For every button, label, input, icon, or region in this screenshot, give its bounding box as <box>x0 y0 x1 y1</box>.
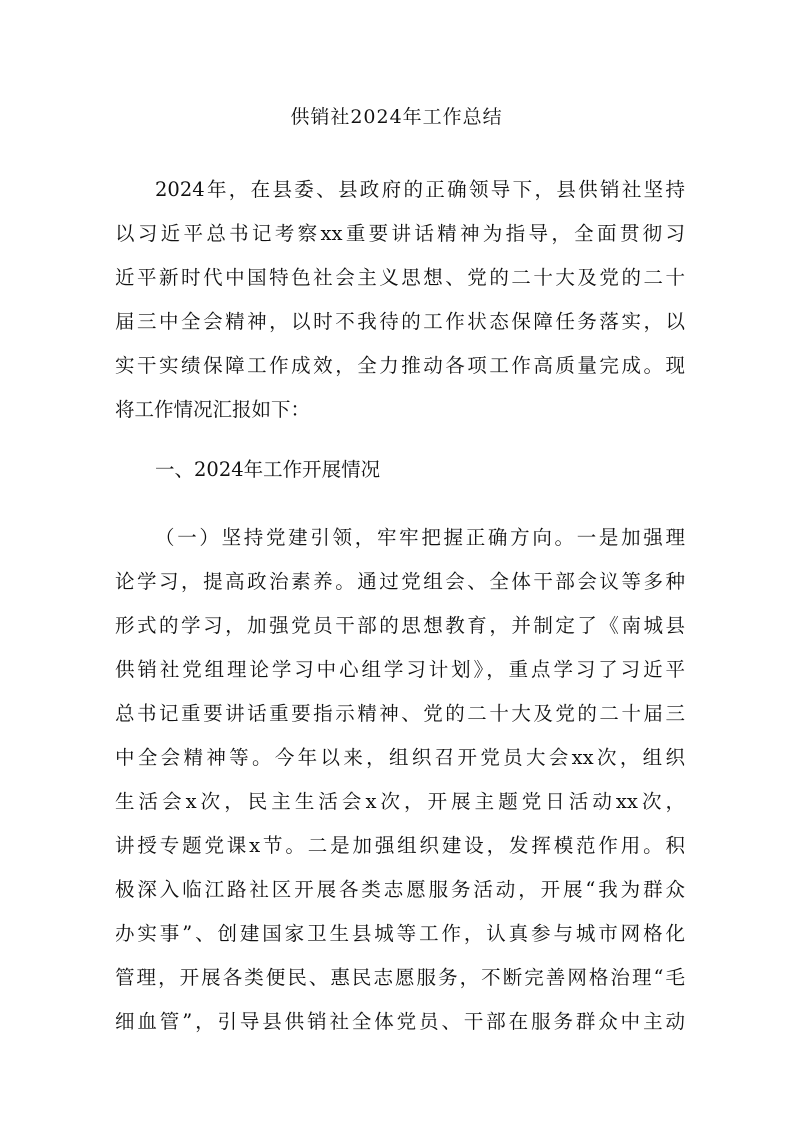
section-line-5: 总书记重要讲话重要指示精神、党的二十大及党的二十届三 <box>115 702 685 725</box>
section-line-4: 供销社党组理论学习中心组学习计划》，重点学习了习近平 <box>115 658 685 681</box>
section-line-7: 生活会x次，民主生活会x次，开展主题党日活动xx次， <box>115 790 685 813</box>
section-line-3: 形式的学习，加强党员干部的思想教育，并制定了《南城县 <box>115 614 685 637</box>
intro-line-4: 届三中全会精神，以时不我待的工作状态保障任务落实，以 <box>115 310 685 333</box>
intro-line-1: 2024年，在县委、县政府的正确领导下，县供销社坚持 <box>155 178 685 201</box>
section-line-2: 论学习，提高政治素养。通过党组会、全体干部会议等多种 <box>115 570 685 593</box>
intro-line-6: 将工作情况汇报如下： <box>115 398 311 421</box>
intro-line-3: 近平新时代中国特色社会主义思想、党的二十大及党的二十 <box>115 266 685 289</box>
section-heading: 一、2024年工作开展情况 <box>155 458 381 481</box>
section-line-6: 中全会精神等。今年以来，组织召开党员大会xx次，组织 <box>115 746 685 769</box>
intro-line-5: 实干实绩保障工作成效，全力推动各项工作高质量完成。现 <box>115 354 685 377</box>
section-line-10: 办实事”、创建国家卫生县城等工作，认真参与城市网格化 <box>115 922 685 945</box>
section-line-8: 讲授专题党课x节。二是加强组织建设，发挥模范作用。积 <box>115 834 685 857</box>
section-line-12: 细血管”，引导县供销社全体党员、干部在服务群众中主动 <box>115 1010 685 1033</box>
intro-line-2: 以习近平总书记考察xx重要讲话精神为指导，全面贯彻习 <box>115 222 685 245</box>
section-line-11: 管理，开展各类便民、惠民志愿服务，不断完善网格治理“毛 <box>115 966 685 989</box>
section-line-9: 极深入临江路社区开展各类志愿服务活动，开展“我为群众 <box>115 878 685 901</box>
document-title: 供销社2024年工作总结 <box>290 106 503 128</box>
section-line-1: （一）坚持党建引领，牢牢把握正确方向。一是加强理 <box>155 526 685 549</box>
